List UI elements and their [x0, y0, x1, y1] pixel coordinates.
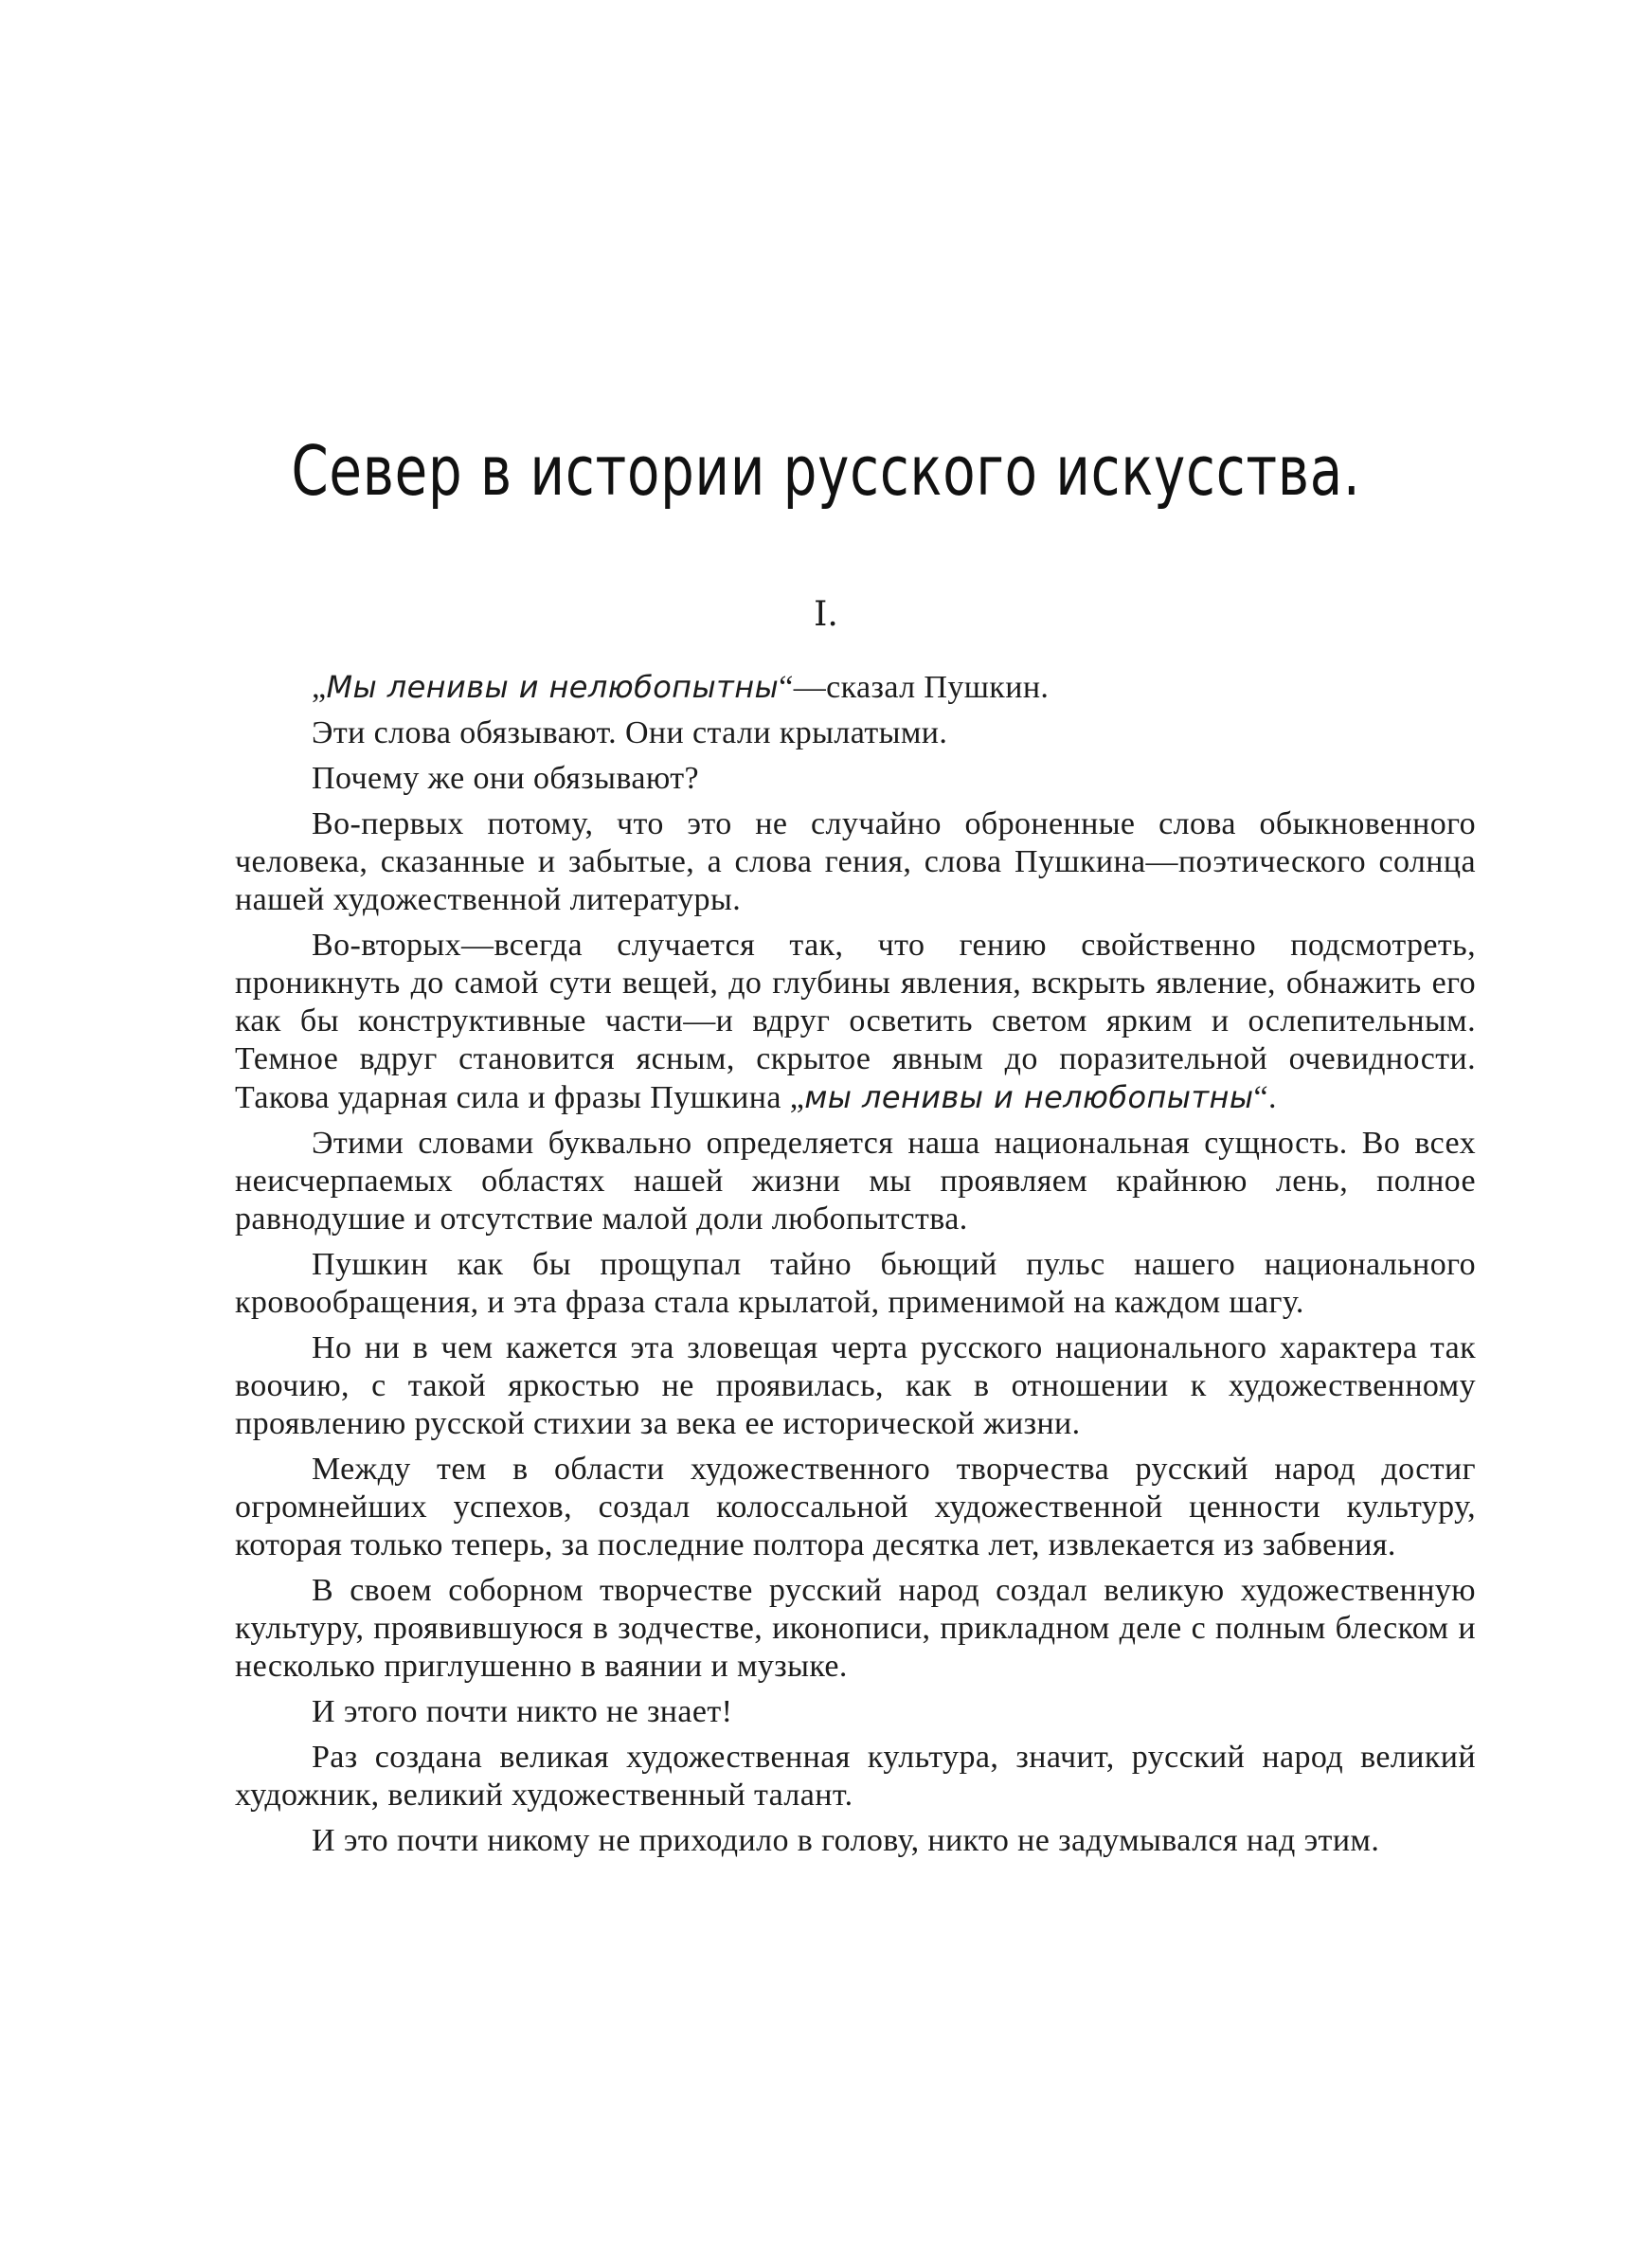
page-title: Север в истории русского искусства.	[291, 431, 1361, 511]
paragraph-quote	[235, 668, 1476, 707]
quote-close-mark: “	[779, 670, 794, 705]
quote-close-mark: “.	[1253, 1080, 1277, 1115]
paragraph: И это почти никому не приходило в голову, никто не задумывался над этим.	[312, 1823, 1380, 1858]
body-text	[235, 668, 1476, 1868]
pushkin-quote-repeat: мы ленивы и нелюбопытны	[804, 1079, 1254, 1115]
paragraph: Но ни в чем кажется эта зловещая черта русского национального характера так воочию, с такой яркостью не проявилась, как в отношении к художественному проявлению русской стихии за века ее исторической жизни.	[235, 1330, 1476, 1441]
paragraph: Во-первых потому, что это не случайно оброненные слова обыкновенного человека, сказанные и забытые, а слова гения, слова Пушкина—поэтического солнца нашей художественной литературы.	[235, 806, 1476, 917]
quote-attribution: —сказал Пушкин.	[793, 670, 1050, 705]
quote-open-mark: „	[312, 670, 327, 705]
quote-open-mark: „	[789, 1080, 805, 1115]
paragraph: Этими словами буквально определяется наша национальная сущность. Во всех неисчерпаемых областях нашей жизни мы проявляем крайнюю лень, полное равнодушие и отсутствие малой доли любопытства.	[235, 1126, 1476, 1237]
paragraph-text: Во-вторых—всегда случается так, что гению свойственно подсмотреть, проникнуть до самой сути вещей, до глубины явления, вскрыть явление, обнажить его как бы конструктивные части—и вдруг осветить светом ярким и ослепительным. Темное вдруг становится ясным, скрытое явным до поразительной очевидности. Такова ударная сила и фразы Пушкина	[235, 928, 1476, 1115]
paragraph: В своем соборном творчестве русский народ создал великую художественную культуру, проявившуюся в зодчестве, иконописи, прикладном деле с полным блеском и несколько приглушенно в ваянии и музыке.	[235, 1573, 1476, 1684]
pushkin-quote: Мы ленивы и нелюбопытны	[326, 669, 780, 705]
paragraph: И этого почти никто не знает!	[312, 1694, 733, 1729]
paragraph: Эти слова обязывают. Они стали крылатыми.	[312, 715, 948, 750]
paragraph: Раз создана великая художественная культура, значит, русский народ великий художник, великий художественный талант.	[235, 1740, 1476, 1813]
paragraph-with-quote	[235, 927, 1476, 1117]
section-number: I.	[814, 595, 838, 634]
paragraph: Пушкин как бы прощупал тайно бьющий пульс нашего национального кровообращения, и эта фраза стала крылатой, применимой на каждом шагу.	[235, 1247, 1476, 1320]
paragraph: Между тем в области художественного творчества русский народ достиг огромнейших успехов, создал колоссальной художественной ценности культуру, которая только теперь, за последние полтора десятка лет, извлекается из забвения.	[235, 1452, 1476, 1562]
paragraph: Почему же они обязывают?	[312, 761, 699, 796]
